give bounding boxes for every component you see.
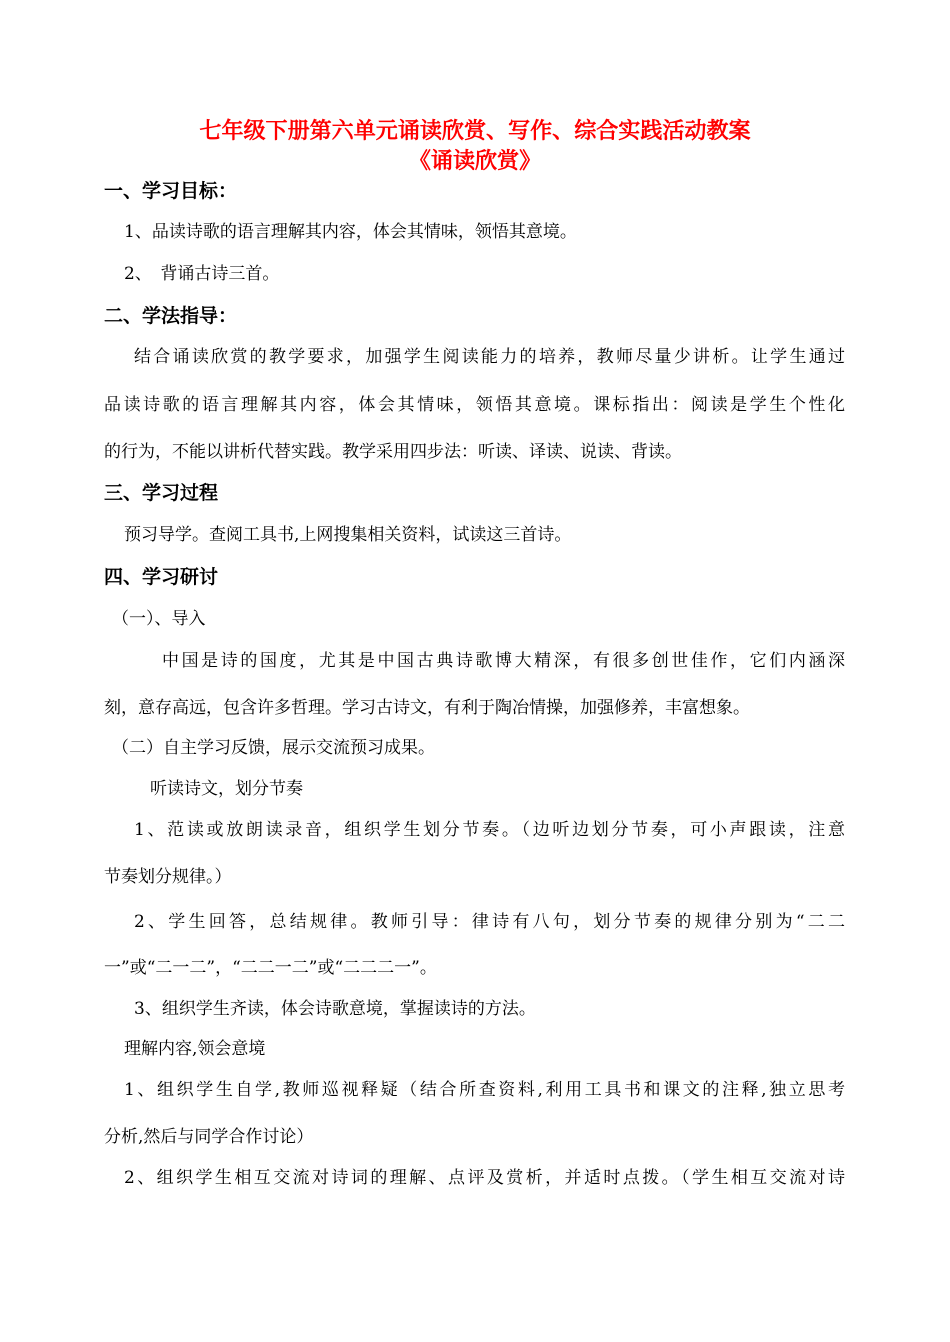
- section-heading-process: 三、学习过程: [104, 482, 219, 504]
- paragraph-line: 2、学生回答，总结规律。教师引导：律诗有八句，划分节奏的规律分别为“二二: [134, 912, 845, 932]
- paragraph-line: 刻，意存高远，包含许多哲理。学习古诗文，有利于陶冶情操，加强修养，丰富想象。: [104, 698, 750, 718]
- document-subtitle: 《诵读欣赏》: [408, 148, 542, 174]
- paragraph-line: 节奏划分规律。）: [104, 867, 232, 887]
- paragraph-line: （一）、导入: [112, 609, 206, 629]
- paragraph-line: 一”或“二一二”，“二二一二”或“二二二一”。: [104, 958, 437, 978]
- section-heading-objectives: 一、学习目标：: [104, 180, 238, 202]
- paragraph-line: 听读诗文，划分节奏: [150, 779, 303, 799]
- paragraph-line: （二）自主学习反馈，展示交流预习成果。: [112, 738, 435, 758]
- paragraph-line: 1、范读或放朗读录音，组织学生划分节奏。（边听边划分节奏，可小声跟读，注意: [134, 820, 845, 840]
- paragraph-line: 品读诗歌的语言理解其内容，体会其情味，领悟其意境。课标指出：阅读是学生个性化: [104, 395, 845, 415]
- paragraph-line: 2、 背诵古诗三首。: [124, 264, 280, 284]
- paragraph-line: 2、组织学生相互交流对诗词的理解、点评及赏析，并适时点拨。（学生相互交流对诗: [124, 1168, 845, 1188]
- paragraph-line: 中国是诗的国度，尤其是中国古典诗歌博大精深，有很多创世佳作，它们内涵深: [162, 651, 845, 671]
- paragraph-line: 1、品读诗歌的语言理解其内容，体会其情味，领悟其意境。: [124, 222, 577, 242]
- paragraph-line: 3、组织学生齐读，体会诗歌意境，掌握读诗的方法。: [134, 999, 536, 1019]
- paragraph-line: 的行为，不能以讲析代替实践。教学采用四步法：听读、译读、说读、背读。: [104, 442, 682, 462]
- paragraph-line: 1、组织学生自学,教师巡视释疑（结合所查资料,利用工具书和课文的注释,独立思考: [124, 1080, 845, 1100]
- paragraph-line: 理解内容,领会意境: [124, 1039, 266, 1059]
- section-heading-method: 二、学法指导：: [104, 305, 238, 327]
- document-title: 七年级下册第六单元诵读欣赏、写作、综合实践活动教案: [199, 118, 751, 144]
- paragraph-line: 结合诵读欣赏的教学要求，加强学生阅读能力的培养，教师尽量少讲析。让学生通过: [134, 347, 845, 367]
- section-heading-discussion: 四、学习研讨: [104, 566, 219, 588]
- paragraph-line: 分析,然后与同学合作讨论）: [104, 1127, 314, 1147]
- paragraph-line: 预习导学。查阅工具书,上网搜集相关资料，试读这三首诗。: [124, 525, 572, 545]
